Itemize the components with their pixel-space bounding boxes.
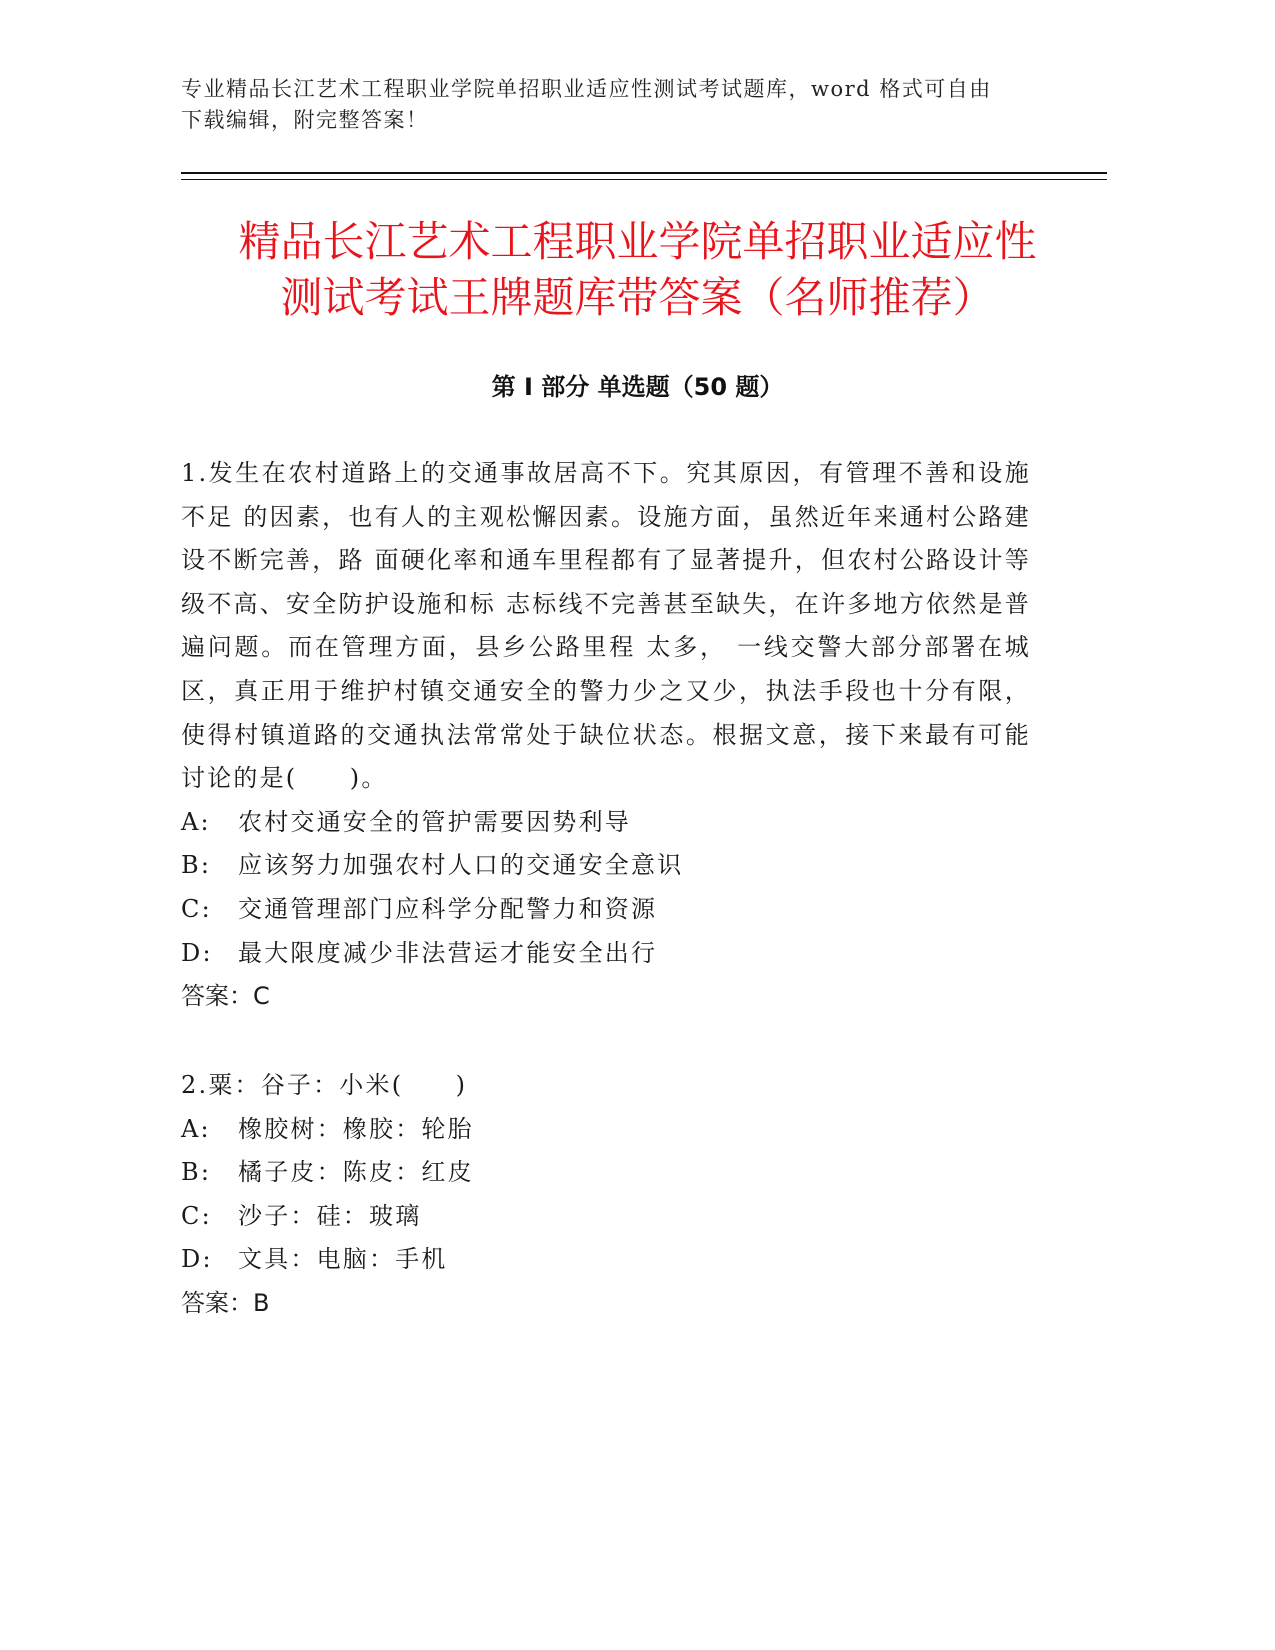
option-text: 应该努力加强农村人口的交通安全意识 — [238, 851, 684, 880]
question-number: 2. — [181, 1071, 209, 1099]
document-title-line-1: 精品长江艺术工程职业学院单招职业适应性 — [238, 217, 1037, 266]
option-c — [181, 1195, 1031, 1239]
question-number: 1. — [181, 459, 209, 487]
option-key: A: — [181, 1114, 211, 1143]
option-b — [181, 844, 1031, 888]
answer-line: 答案：B — [181, 1288, 270, 1317]
option-key: B: — [181, 1158, 212, 1187]
option-c — [181, 888, 1031, 932]
option-text: 橡胶树：橡胶：轮胎 — [238, 1114, 474, 1143]
option-key: A: — [181, 807, 211, 836]
option-text: 交通管理部门应科学分配警力和资源 — [238, 894, 658, 923]
option-text: 农村交通安全的管护需要因势利导 — [238, 807, 631, 836]
option-a — [181, 1108, 1031, 1152]
document-header-note — [181, 74, 1061, 136]
option-b — [181, 1151, 1031, 1195]
option-key: C: — [181, 894, 212, 923]
question-1 — [181, 452, 1031, 1019]
question-text: 发生在农村道路上的交通事故居高不下。究其原因，有管理不善和设施不足 的因素，也有人的主观松懈因素。设施方面，虽然近年来通村公路建设不断完善，路 面硬化率和通车里程都有了显著提升，但农村公路设计等级不高、安全防护设施和标 志标线不完善甚至缺失，在许多地方依然是普遍问题。而在管理方面，县乡公路里程 太多， 一线交警大部分部署在城区，真正用于维护村镇交通安全的警力少之又少，执法手段也十分有限，使得村镇道路的交通执法常常处于缺位状态。根据文意，接下来最有可能讨论的是( )。 — [181, 459, 1031, 793]
document-title-line-2: 测试考试王牌题库带答案（名师推荐） — [280, 273, 995, 322]
option-text: 沙子：硅：玻璃 — [238, 1201, 422, 1230]
option-key: C: — [181, 1201, 212, 1230]
header-divider-thin — [181, 179, 1107, 180]
question-stem — [181, 1064, 1031, 1108]
option-text: 文具：电脑：手机 — [238, 1245, 448, 1274]
question-stem — [181, 452, 1031, 801]
option-text: 橘子皮：陈皮：红皮 — [238, 1158, 474, 1187]
option-key: D: — [181, 1245, 213, 1274]
question-2 — [181, 1064, 1031, 1326]
section-heading: 第 I 部分 单选题（50 题） — [491, 373, 784, 401]
option-a — [181, 801, 1031, 845]
option-text: 最大限度减少非法营运才能安全出行 — [238, 938, 658, 967]
option-key: D: — [181, 938, 213, 967]
option-d — [181, 932, 1031, 976]
header-note-line-1: 专业精品长江艺术工程职业学院单招职业适应性测试考试题库，word 格式可自由 — [181, 77, 992, 101]
header-note-line-2: 下载编辑，附完整答案！ — [181, 108, 429, 132]
document-title — [150, 214, 1125, 326]
answer-line: 答案：C — [181, 982, 270, 1011]
question-text: 粟：谷子：小米( ) — [208, 1071, 468, 1099]
option-d — [181, 1238, 1031, 1282]
option-key: B: — [181, 851, 212, 880]
header-divider-thick — [181, 172, 1107, 174]
